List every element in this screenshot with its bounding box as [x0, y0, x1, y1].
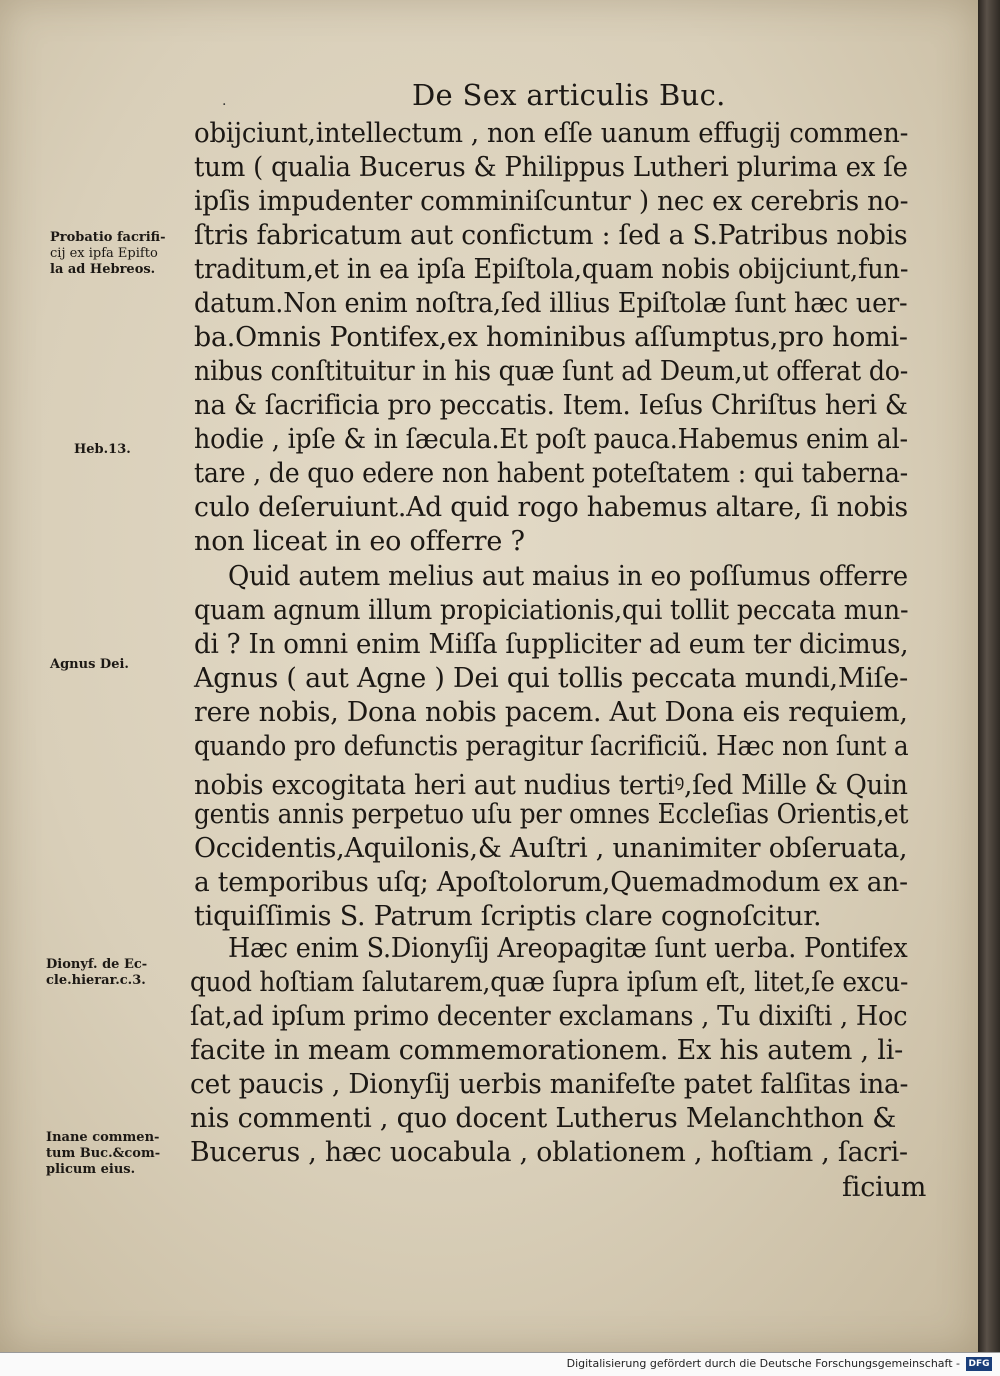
text-line: na & ſacrificia pro peccatis. Item. Ieſus Chriſtus heri & — [194, 390, 908, 421]
text-line: Quid autem melius aut maius in eo poſſumus offerre — [228, 561, 908, 592]
margin-note-line: la ad Hebreos. — [50, 262, 156, 277]
catchword: ficium — [842, 1172, 927, 1203]
text-line: quod hoſtiam ſalutarem,quæ ſupra ipſum eſt, litet,ſe excu- — [190, 967, 909, 998]
text-line: culo deſeruiunt.Ad quid rogo habemus altare, ſi nobis — [194, 492, 908, 523]
text-line: tum ( qualia Bucerus & Philippus Lutheri plurima ex ſe — [194, 152, 908, 183]
footer-bar — [0, 1352, 1000, 1376]
text-line: datum.Non enim noſtra,ſed illius Epiſtolæ ſunt hæc uer- — [194, 288, 908, 319]
text-line: obijciunt,intellectum , non eſſe uanum effugij commen- — [194, 118, 909, 149]
text-line: a temporibus uſq; Apoſtolorum,Quemadmodum ex an- — [194, 867, 908, 898]
text-line: cet paucis , Dionyſij uerbis manifeſte patet falſitas ina- — [190, 1069, 909, 1100]
text-line: tare , de quo edere non habent poteſtatem : qui taberna- — [194, 458, 908, 489]
margin-note-line: cij ex ipfa Epifto — [50, 246, 158, 261]
text-line: ipſis impudenter comminiſcuntur ) nec ex cerebris no- — [194, 186, 909, 217]
book-gutter — [978, 0, 1000, 1352]
margin-note-line: cle.hierar.c.3. — [46, 973, 146, 988]
text-line: ba.Omnis Pontifex,ex hominibus aſſumptus,pro homi- — [194, 322, 908, 353]
text-line: quam agnum illum propiciationis,qui tollit peccata mun- — [194, 595, 909, 626]
margin-note — [46, 1130, 160, 1178]
running-head: De Sex articulis Buc. — [412, 78, 726, 112]
text-line: quando pro defunctis peragitur ſacrificiũ. Hæc non ſunt a — [194, 731, 909, 762]
text-line: non liceat in eo offerre ? — [194, 526, 525, 557]
text-line: traditum,et in ea ipſa Epiſtola,quam nobis obijciunt,fun- — [194, 254, 909, 285]
text-line: rere nobis, Dona nobis pacem. Aut Dona eis requiem, — [194, 697, 908, 728]
margin-note — [50, 657, 129, 673]
margin-note-line: Probatio facrifi- — [50, 230, 166, 245]
text-line: Agnus ( aut Agne ) Dei qui tollis peccata mundi,Miſe- — [194, 663, 908, 694]
text-line: nibus conſtituitur in his quæ ſunt ad Deum,ut offerat do- — [194, 356, 909, 387]
text-line: Hæc enim S.Dionyſij Areopagitæ ſunt uerba. Pontifex — [228, 933, 908, 964]
margin-note — [74, 442, 131, 458]
ink-mark: . — [222, 93, 227, 109]
text-line: nis commenti , quo docent Lutherus Melanchthon & — [190, 1103, 897, 1134]
text-line: Bucerus , hæc uocabula , oblationem , hoſtiam , ſacri- — [190, 1137, 908, 1168]
text-line: tiquiſſimis S. Patrum ſcriptis clare cognoſcitur. — [194, 901, 822, 932]
margin-note-line: tum Buc.&com- — [46, 1146, 161, 1161]
dfg-logo[interactable]: DFG — [966, 1357, 992, 1371]
margin-note — [50, 230, 166, 278]
text-line: gentis annis perpetuo uſu per omnes Eccleſias Orientis,et — [194, 799, 909, 830]
text-line: Occidentis,Aquilonis,& Auſtri , unanimiter obſeruata, — [194, 833, 908, 864]
text-line: hodie , ipſe & in ſæcula.Et poſt pauca.Habemus enim al- — [194, 424, 908, 455]
text-line: ſtris fabricatum aut confictum : ſed a S.Patribus nobis — [194, 220, 908, 251]
margin-note — [46, 957, 147, 989]
text-line: facite in meam commemorationem. Ex his autem , li- — [190, 1035, 904, 1066]
text-line: di ? In omni enim Miſſa ſuppliciter ad eum ter dicimus, — [194, 629, 909, 660]
margin-note-line: Dionyf. de Ec- — [46, 957, 148, 972]
text-line: ſat,ad ipſum primo decenter exclamans , Tu dixiſti , Hoc — [190, 1001, 908, 1032]
text-line: nobis excogitata heri aut nudius tertiꝰ,ſed Mille & Quin — [194, 770, 908, 801]
footer-credit: Digitalisierung gefördert durch die Deutsche Forschungsgemeinschaft - — [566, 1357, 960, 1370]
margin-note-line: Inane commen- — [46, 1130, 160, 1145]
margin-note-line: Agnus Dei. — [50, 657, 129, 672]
margin-note-line: plicum eius. — [46, 1162, 136, 1177]
margin-note-line: Heb.13. — [74, 442, 131, 457]
